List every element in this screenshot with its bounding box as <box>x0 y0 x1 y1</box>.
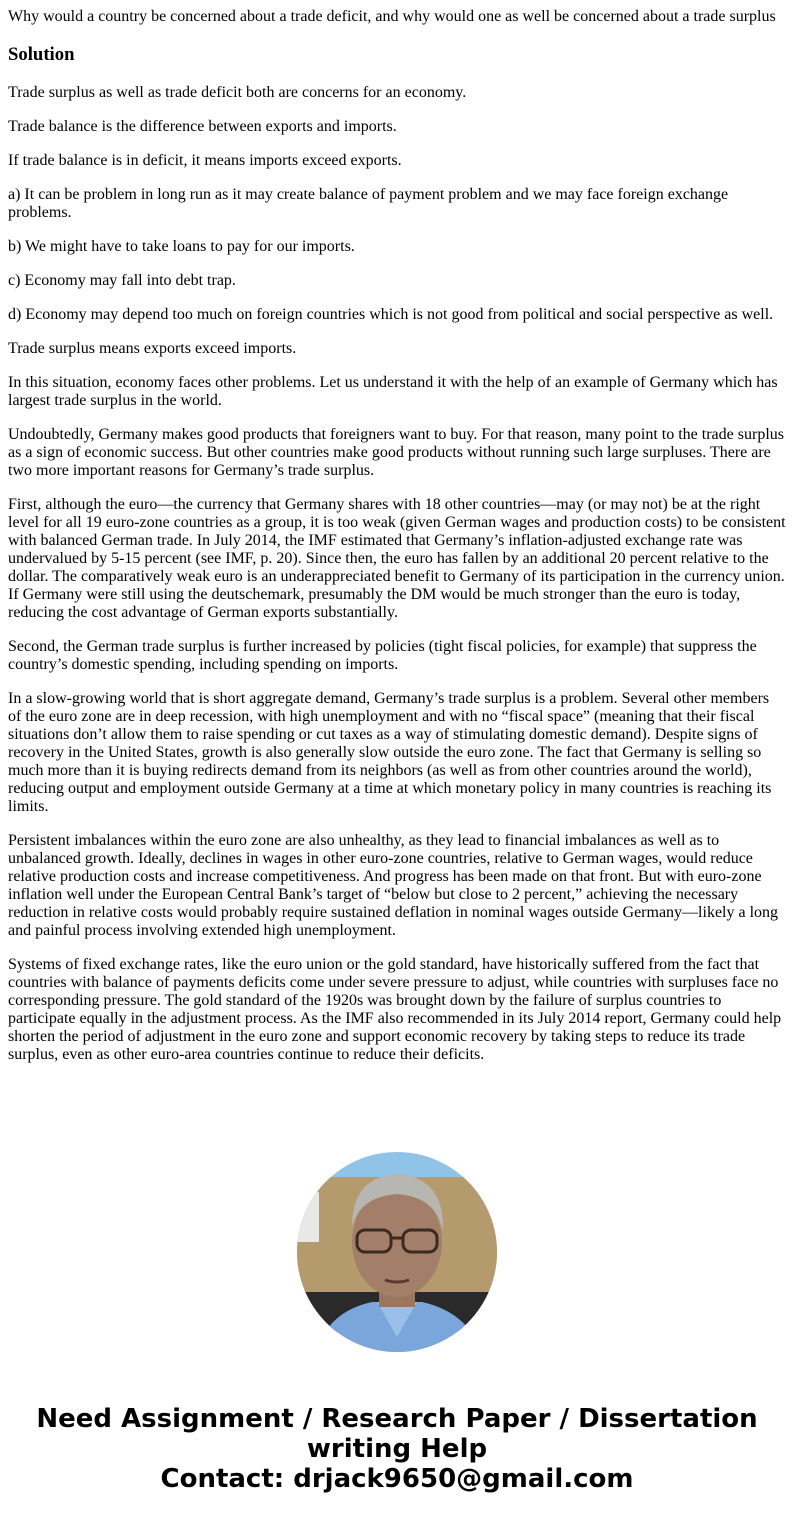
solution-paragraph: Trade surplus as well as trade deficit both are concerns for an economy. <box>8 84 467 101</box>
solution-paragraph: c) Economy may fall into debt trap. <box>8 272 236 289</box>
solution-paragraph: Undoubtedly, Germany makes good products that foreigners want to buy. For that reason, many point to the trade surplus as a sign of economic success. But other countries make good products without running such large surpluses. There are two more important reasons for Germany’s trade surplus. <box>8 426 784 479</box>
solution-paragraph: Systems of fixed exchange rates, like the euro union or the gold standard, have historically suffered from the fact that countries with balance of payments deficits come under severe pressure to adjust, while countries with surpluses face no corresponding pressure. The gold standard of the 1920s was brought down by the failure of surplus countries to participate equally in the adjustment process. As the IMF also recommended in its July 2014 report, Germany could help shorten the period of adjustment in the euro zone and support economic recovery by taking steps to reduce its trade surplus, even as other euro-area countries continue to reduce their deficits. <box>8 956 782 1063</box>
solution-paragraph: b) We might have to take loans to pay for our imports. <box>8 238 355 255</box>
contact-banner <box>0 1404 794 1494</box>
solution-paragraph: If trade balance is in deficit, it means imports exceed exports. <box>8 152 402 169</box>
solution-paragraph: a) It can be problem in long run as it may create balance of payment problem and we may face foreign exchange problems. <box>8 186 729 221</box>
author-photo-container <box>0 1152 794 1352</box>
contact-email: Contact: drjack9650@gmail.com <box>160 1464 634 1494</box>
solution-body <box>8 84 786 1064</box>
document <box>0 8 794 1064</box>
question-text: Why would a country be concerned about a trade deficit, and why would one as well be concerned about a trade surplus <box>8 8 776 25</box>
assignment-help-text: Need Assignment / Research Paper / Dissertation writing Help <box>36 1404 758 1464</box>
solution-heading: Solution <box>8 44 75 65</box>
solution-paragraph: In a slow-growing world that is short aggregate demand, Germany’s trade surplus is a problem. Several other members of the euro zone are in deep recession, with high unemployment and with no “fiscal space” (meaning that their fiscal situations don’t allow them to raise spending or cut taxes as a way of stimulating domestic demand). Despite signs of recovery in the United States, growth is also generally slow outside the euro zone. The fact that Germany is selling so much more than it is buying redirects demand from its neighbors (as well as from other countries around the world), reducing output and employment outside Germany at a time at which monetary policy in many countries is reaching its limits. <box>8 690 772 815</box>
solution-paragraph: First, although the euro—the currency that Germany shares with 18 other countries—may (or may not) be at the right level for all 19 euro-zone countries as a group, it is too weak (given German wages and production costs) to be consistent with balanced German trade. In July 2014, the IMF estimated that Germany’s inflation-adjusted exchange rate was undervalued by 5-15 percent (see IMF, p. 20). Since then, the euro has fallen by an additional 20 percent relative to the dollar. The comparatively weak euro is an underappreciated benefit to Germany of its participation in the currency union. If Germany were still using the deutschemark, presumably the DM would be much stronger than the euro is today, reducing the cost advantage of German exports substantially. <box>8 496 786 621</box>
solution-paragraph: Second, the German trade surplus is further increased by policies (tight fiscal policies, for example) that suppress the country’s domestic spending, including spending on imports. <box>8 638 757 673</box>
solution-paragraph: Trade balance is the difference between exports and imports. <box>8 118 397 135</box>
solution-paragraph: d) Economy may depend too much on foreign countries which is not good from political and social perspective as well. <box>8 306 774 323</box>
author-avatar <box>297 1152 497 1352</box>
solution-paragraph: Persistent imbalances within the euro zone are also unhealthy, as they lead to financial imbalances as well as to unbalanced growth. Ideally, declines in wages in other euro-zone countries, relative to German wages, would reduce relative production costs and increase competitiveness. And progress has been made on that front. But with euro-zone inflation well under the European Central Bank’s target of “below but close to 2 percent,” achieving the necessary reduction in relative costs would probably require sustained deflation in nominal wages outside Germany—likely a long and painful process involving extended high unemployment. <box>8 832 779 939</box>
solution-paragraph: Trade surplus means exports exceed imports. <box>8 340 297 357</box>
solution-paragraph: In this situation, economy faces other problems. Let us understand it with the help of an example of Germany which has largest trade surplus in the world. <box>8 374 778 409</box>
